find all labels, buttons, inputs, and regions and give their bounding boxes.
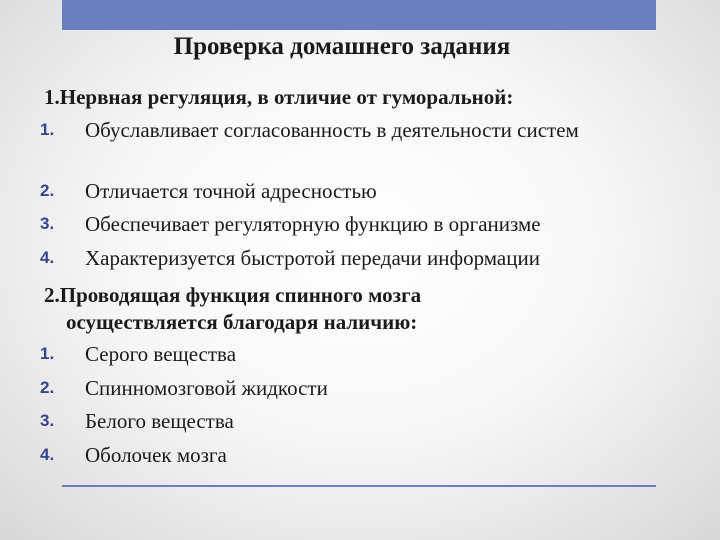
option-text: Спинномозговой жидкости — [85, 376, 328, 400]
option-number: 1. — [40, 344, 55, 363]
question-2-option-1 — [40, 340, 620, 368]
question-2-option-2 — [40, 374, 620, 402]
question-2-option-4 — [40, 441, 620, 469]
option-text: Оболочек мозга — [85, 443, 227, 467]
question-2-option-3 — [40, 407, 620, 435]
question-2-heading-line-2: осуществляется благодаря наличию: — [66, 310, 418, 334]
option-text: Обуславливает согласованность в деятельности систем — [85, 118, 579, 142]
option-number: 2. — [40, 181, 55, 200]
option-number: 3. — [40, 411, 55, 430]
option-text: Характеризуется быстротой передачи информации — [85, 246, 540, 270]
option-number: 1. — [40, 120, 55, 139]
question-2-heading — [44, 282, 421, 336]
option-text: Серого вещества — [85, 342, 237, 366]
option-text: Белого вещества — [85, 409, 234, 433]
bottom-divider-line — [62, 485, 656, 487]
question-1-option-4 — [40, 244, 620, 272]
question-2-heading-line-1: 2.Проводящая функция спинного мозга — [44, 283, 422, 307]
option-text: Отличается точной адресностью — [85, 179, 377, 203]
option-number: 3. — [40, 214, 55, 233]
option-number: 4. — [40, 248, 55, 267]
top-accent-bar — [62, 0, 656, 30]
question-1-option-1 — [40, 116, 620, 144]
question-1-option-2 — [40, 177, 620, 205]
option-text: Обеспечивает регуляторную функцию в организме — [85, 212, 541, 236]
slide-title: Проверка домашнего задания — [173, 33, 511, 60]
option-number: 2. — [40, 378, 55, 397]
question-1-option-3 — [40, 210, 620, 238]
option-number: 4. — [40, 445, 55, 464]
question-1-heading: 1.Нервная регуляция, в отличие от гуморальной: — [44, 85, 514, 109]
